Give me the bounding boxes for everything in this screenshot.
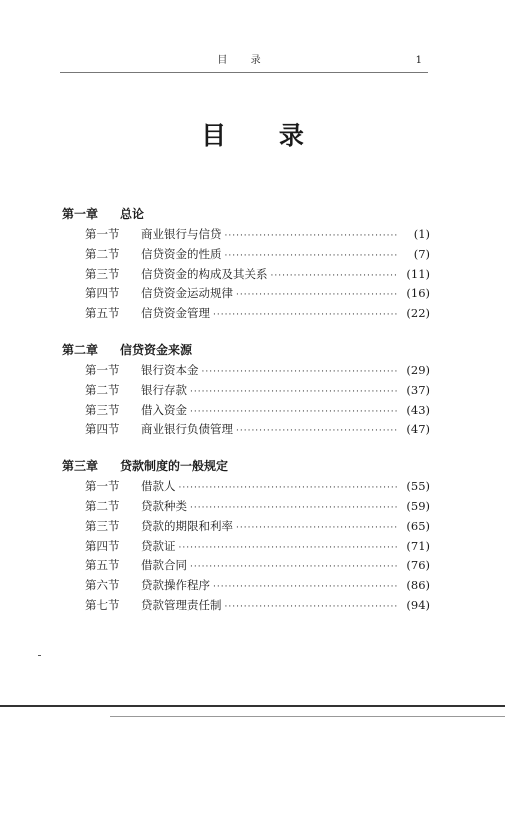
scan-edge-line xyxy=(110,716,505,717)
section-page: (11) xyxy=(406,266,430,281)
section-label: 第二节 xyxy=(85,246,120,261)
section-label: 第一节 xyxy=(85,479,120,494)
toc-entry[interactable] xyxy=(62,421,430,441)
section-page: (47) xyxy=(406,422,430,437)
section-page: (71) xyxy=(406,538,430,553)
section-label: 第七节 xyxy=(85,597,120,612)
section-title: 贷款的期限和利率 xyxy=(141,518,233,533)
section-title: 贷款操作程序 xyxy=(141,578,210,593)
section-label: 第三节 xyxy=(85,402,120,417)
section-page: (43) xyxy=(406,402,430,417)
chapter-heading xyxy=(62,206,430,222)
section-label: 第四节 xyxy=(85,286,120,301)
section-label: 第五节 xyxy=(85,306,120,321)
section-title: 贷款种类 xyxy=(141,498,187,513)
dot-leader xyxy=(236,290,397,300)
section-title: 借款合同 xyxy=(141,558,187,573)
toc-entry[interactable] xyxy=(62,226,430,246)
chapter-number: 第一章 xyxy=(62,207,99,221)
section-title: 贷款证 xyxy=(141,538,176,553)
header-divider xyxy=(60,72,428,73)
section-page: (94) xyxy=(406,597,430,612)
section-page: (16) xyxy=(406,286,430,301)
section-title: 借入资金 xyxy=(141,402,187,417)
section-label: 第三节 xyxy=(85,266,120,281)
dot-leader xyxy=(225,231,398,241)
section-page: (59) xyxy=(406,498,430,513)
section-label: 第四节 xyxy=(85,422,120,437)
dot-leader xyxy=(213,582,397,592)
section-title: 贷款管理责任制 xyxy=(141,597,222,612)
toc-entry[interactable] xyxy=(62,285,430,305)
section-page: (22) xyxy=(406,306,430,321)
section-title: 银行存款 xyxy=(141,382,187,397)
toc-entry[interactable] xyxy=(62,382,430,402)
scan-edge-line xyxy=(0,705,505,707)
section-title: 信贷资金管理 xyxy=(141,306,210,321)
chapter-heading xyxy=(62,342,430,358)
dot-leader xyxy=(179,543,398,553)
toc-entry[interactable] xyxy=(62,577,430,597)
section-page: (55) xyxy=(406,479,430,494)
section-title: 银行资本金 xyxy=(141,362,199,377)
dot-leader xyxy=(213,310,397,320)
dot-leader xyxy=(190,387,397,397)
toc-entry[interactable] xyxy=(62,246,430,266)
toc-entry[interactable] xyxy=(62,498,430,518)
section-page: (65) xyxy=(406,518,430,533)
scan-speck xyxy=(38,655,41,656)
section-page: (37) xyxy=(406,382,430,397)
toc-entry[interactable] xyxy=(62,518,430,538)
section-label: 第六节 xyxy=(85,578,120,593)
section-title: 信贷资金的性质 xyxy=(141,246,222,261)
section-label: 第一节 xyxy=(85,362,120,377)
dot-leader xyxy=(225,251,398,261)
dot-leader xyxy=(179,483,398,493)
dot-leader xyxy=(190,562,397,572)
toc-entry[interactable] xyxy=(62,478,430,498)
chapter-heading xyxy=(62,458,430,474)
section-title: 借款人 xyxy=(141,479,176,494)
dot-leader xyxy=(190,407,397,417)
toc-entry[interactable] xyxy=(62,538,430,558)
chapter-number: 第二章 xyxy=(62,342,99,357)
section-page: (76) xyxy=(406,558,430,573)
section-label: 第四节 xyxy=(85,538,120,553)
dot-leader xyxy=(190,503,397,513)
toc-entry[interactable] xyxy=(62,597,430,617)
chapter-number: 第三章 xyxy=(62,459,99,474)
chapter-3 xyxy=(62,458,430,617)
section-page: (1) xyxy=(413,227,430,241)
dot-leader xyxy=(225,602,398,612)
section-page: (7) xyxy=(413,246,430,261)
chapter-title: 贷款制度的一般规定 xyxy=(120,459,229,474)
dot-leader xyxy=(271,271,398,281)
page-title: 目 录 xyxy=(201,121,326,150)
section-label: 第一节 xyxy=(85,227,120,241)
section-title: 商业银行负债管理 xyxy=(141,422,233,437)
page-number: 1 xyxy=(415,55,422,66)
running-header xyxy=(60,52,428,70)
toc-entry[interactable] xyxy=(62,362,430,382)
section-label: 第二节 xyxy=(85,382,120,397)
section-label: 第二节 xyxy=(85,498,120,513)
section-label: 第五节 xyxy=(85,558,120,573)
toc-entry[interactable] xyxy=(62,266,430,286)
section-title: 信贷资金运动规律 xyxy=(141,286,233,301)
chapter-2 xyxy=(62,342,430,441)
chapter-1 xyxy=(62,206,430,325)
toc-entry[interactable] xyxy=(62,557,430,577)
section-page: (86) xyxy=(406,578,430,593)
chapter-title: 信贷资金来源 xyxy=(120,342,193,357)
toc-entry[interactable] xyxy=(62,305,430,325)
section-label: 第三节 xyxy=(85,518,120,533)
dot-leader xyxy=(236,523,397,533)
section-page: (29) xyxy=(406,362,430,377)
running-header-title: 目 录 xyxy=(217,55,271,66)
section-title: 信贷资金的构成及其关系 xyxy=(141,266,268,281)
dot-leader xyxy=(236,426,397,436)
table-of-contents xyxy=(62,206,430,634)
toc-entry[interactable] xyxy=(62,402,430,422)
chapter-title: 总论 xyxy=(120,207,145,221)
dot-leader xyxy=(202,367,398,377)
section-title: 商业银行与信贷 xyxy=(141,227,222,241)
